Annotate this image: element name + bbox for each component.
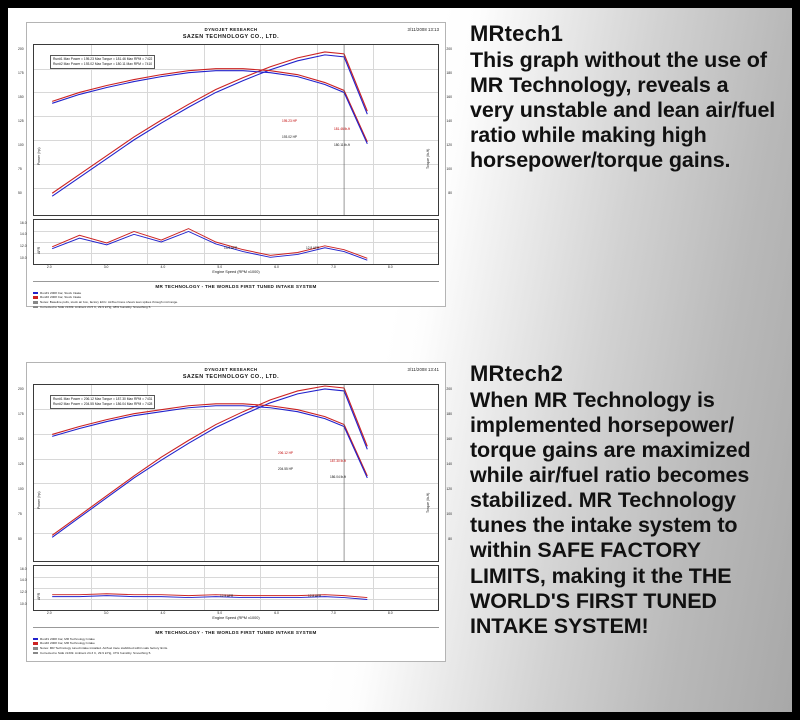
annotation-power-run1: 206.12 HP [278,450,294,455]
y-tick-power: 150 [18,436,24,441]
footer-line: Corrected to SAE J1349. Ambient 24.5 C, 29.9 inHg, 48% humidity. Smoothing 5. [40,304,152,309]
dyno-header-center [93,367,369,381]
panel-body-mrtech2: When MR Technology is implemented horsepower/ torque gains are maximized while air/fuel ratio becomes stabilized. MR Technology tunes the intake system to within SAFE FACTORY LIMITS, making it the THE WORLD'S FIRST TUNED INTAKE SYSTEM! [470,387,751,638]
y-axis-label-afr: AFR [37,246,41,254]
footer-line: Corrected to SAE J1349. Ambient 24.3 C, 29.9 inHg, 47% humidity. Smoothing 5. [40,650,152,655]
annotation-torque-run2: 186.04 lb-ft [330,474,346,479]
poster-frame [8,8,792,712]
afr-tick: 16.0 [20,220,27,225]
legend-run2: Run#2 Max Power = 193.02 Max Torque = 180.11 Max RPM = 7410 [53,62,153,66]
panel-title-mrtech2: MRtech2 [470,361,564,386]
legend-swatch-gray-icon [33,306,38,309]
legend-swatch-blue-icon [33,292,38,295]
dyno-chart-mrtech1 [18,22,452,309]
annotation-afr-left: 13.9 AFR [224,245,238,250]
footer-line: Run#2 2008 Car, Stock Intake [40,295,82,300]
x-axis-title: Engine Speed (RPM x1000) [212,615,260,620]
x-tick: 5.0 [217,264,223,269]
dyno-brand: DYNOJET RESEARCH [204,367,258,372]
y-axis-label-torque: Torque (lb-ft) [425,148,430,169]
text-block-mrtech1 [460,16,792,336]
footer-line: Run#2 2008 Car, MR Technology Intake [40,641,95,646]
afr-tick: 16.0 [20,566,27,571]
x-tick: 4.0 [160,264,166,269]
afr-plot-mrtech2 [20,565,439,611]
x-tick: 8.0 [387,264,393,269]
x-tick: 2.0 [46,264,52,269]
y-tick-torque: 180 [446,411,452,416]
legend-swatch-blue-icon [33,638,38,641]
annotation-afr-right: 12.8 AFR [306,245,320,250]
annotation-power-run2: 204.55 HP [278,466,294,471]
y-tick-torque: 140 [446,461,452,466]
y-tick-power: 175 [18,411,24,416]
x-axis-title: Engine Speed (RPM x1000) [212,269,260,274]
y-tick-power: 100 [18,486,24,491]
y-axis-label-power: Power (hp) [37,491,41,509]
y-axis-label-power: Power (hp) [37,147,41,165]
x-tick: 6.0 [274,610,279,615]
footer-lines [33,637,439,656]
x-axis-mrtech1 [33,265,439,277]
y-tick-power: 50 [18,536,22,541]
x-tick: 7.0 [331,610,336,615]
x-tick: 7.0 [331,264,336,269]
y-tick-power: 200 [18,46,24,51]
y-tick-torque: 120 [446,142,452,147]
dyno-header-mrtech1 [33,27,439,41]
footer-title: MR TECHNOLOGY - THE WORLDS FIRST TUNED INTAKE SYSTEM [155,283,317,289]
afr-tick: 12.0 [20,589,27,594]
legend-run2: Run#2 Max Power = 204.55 Max Torque = 186.04 Max RPM = 7428 [53,402,153,406]
x-tick: 4.0 [160,610,166,615]
panel-mrtech1 [8,16,792,336]
y-tick-power: 50 [18,190,22,195]
graph-wrap-mrtech2 [8,356,460,704]
y-tick-torque: 120 [446,486,452,491]
power-torque-curves-mrtech1 [34,45,438,215]
annotation-afr-left: 12.9 AFR [220,593,234,598]
legend-swatch-gray-icon [33,301,38,304]
y-tick-torque: 100 [446,166,452,171]
dyno-header-date: 3/11/2008 13:13 [407,27,439,32]
y-tick-torque: 80 [448,190,452,195]
x-tick: 2.0 [46,610,52,615]
panel-mrtech2 [8,356,792,704]
footer-line: Notes: MR Technology tuned intake installed. Air/fuel trace stabilized within safe factory limits. [40,646,169,651]
annotation-power-run1: 195.23 HP [282,118,298,123]
y-tick-torque: 200 [446,386,452,391]
power-torque-curves-mrtech2 [34,385,438,561]
y-tick-torque: 180 [446,70,452,75]
dyno-footer-mrtech2 [33,627,439,656]
power-torque-plot-mrtech1 [18,44,452,216]
footer-line: Run#1 2008 Car, Stock Intake [40,290,82,295]
annotation-torque-run2: 180.11 lb-ft [334,142,350,147]
y-tick-power: 200 [18,386,24,391]
dyno-header-date: 3/11/2008 13:41 [407,367,439,372]
y-tick-torque: 160 [446,436,452,441]
text-block-mrtech2 [460,356,792,704]
legend-swatch-red-icon [33,642,38,645]
annotation-torque-run1: 187.30 lb-ft [330,458,346,463]
y-tick-torque: 160 [446,94,452,99]
annotation-torque-run1: 181.46 lb-ft [334,126,350,131]
y-tick-power: 75 [18,166,22,171]
y-tick-torque: 80 [448,536,452,541]
legend-run1: Run#1 Max Power = 206.12 Max Torque = 187.30 Max RPM = 7431 [53,397,153,402]
y-axis-label-torque: Torque (lb-ft) [425,492,430,513]
y-tick-power: 125 [18,118,24,123]
dyno-company: SAZEN TECHNOLOGY CO., LTD. [182,33,280,40]
panel-title-mrtech1: MRtech1 [470,21,564,46]
footer-line: Run#1 2008 Car, MR Technology Intake [40,636,95,641]
y-tick-power: 75 [18,511,22,516]
y-tick-torque: 140 [446,118,452,123]
y-tick-torque: 200 [446,46,452,51]
annotation-power-run2: 193.02 HP [282,134,298,139]
y-tick-power: 175 [18,70,24,75]
x-tick: 5.0 [217,610,223,615]
legend-swatch-gray-icon [33,652,38,655]
power-torque-plot-mrtech2 [18,384,452,562]
panel-body-mrtech1: This graph without the use of MR Technology, reveals a very unstable and lean air/fuel ratio while making high horsepower/torque gains. [470,47,776,173]
afr-tick: 12.0 [20,243,27,248]
afr-tick: 10.0 [20,255,27,260]
y-tick-power: 150 [18,94,24,99]
footer-lines [33,291,439,310]
afr-curve-mrtech1 [34,220,438,264]
y-tick-power: 125 [18,461,24,466]
afr-tick: 10.0 [20,601,27,606]
x-tick: 6.0 [274,264,279,269]
dyno-header-center [93,27,369,41]
afr-plot-mrtech1 [20,219,439,265]
graph-wrap-mrtech1 [8,16,460,336]
dyno-chart-mrtech2 [18,362,452,662]
legend-swatch-gray-icon [33,647,38,650]
afr-curve-mrtech2 [34,566,438,610]
footer-line: Notes: Baseline pulls, stock air box, factory ECU. Air/fuel trace shows lean spikes through mid range. [40,300,179,305]
legend-run1: Run#1 Max Power = 195.23 Max Torque = 181.46 Max RPM = 7422 [53,57,153,62]
x-tick: 3.0 [103,264,109,269]
afr-tick: 14.0 [20,577,27,582]
y-tick-torque: 100 [446,511,452,516]
dyno-header-mrtech2 [33,367,439,381]
dyno-company: SAZEN TECHNOLOGY CO., LTD. [182,373,280,380]
legend-swatch-red-icon [33,296,38,299]
y-axis-label-afr: AFR [37,592,41,600]
x-tick: 8.0 [387,610,393,615]
footer-title: MR TECHNOLOGY - THE WORLDS FIRST TUNED INTAKE SYSTEM [155,629,317,635]
annotation-afr-right: 12.8 AFR [308,593,322,598]
dyno-brand: DYNOJET RESEARCH [204,27,258,32]
x-axis-mrtech2 [33,611,439,623]
x-tick: 3.0 [103,610,109,615]
afr-tick: 14.0 [20,231,27,236]
y-tick-power: 100 [18,142,24,147]
dyno-footer-mrtech1 [33,281,439,310]
